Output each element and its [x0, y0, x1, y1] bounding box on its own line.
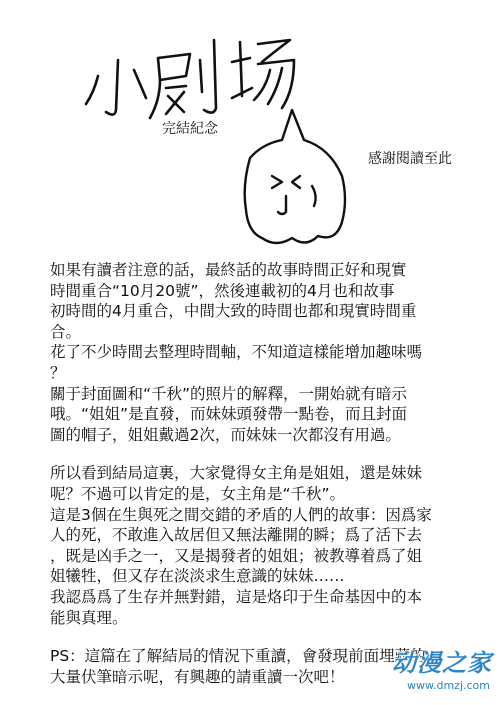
- text-line: 所以看到結局這裏，大家覺得女主角是姐姐，還是妹妹: [50, 464, 423, 483]
- text-line: 圖的帽子，姐姐戴過2次，而妹妹一次都沒有用過。: [50, 425, 401, 444]
- ghost-doodle: [245, 110, 345, 243]
- completion-caption: 完結紀念: [162, 121, 218, 137]
- paragraph-ending: [50, 463, 478, 628]
- text-line: 關于封面圖和“千秋”的照片的解釋，一開始就有暗示: [50, 384, 408, 403]
- thanks-caption: 感謝閱讀至此: [368, 151, 452, 167]
- watermark-url: www.dmzj.com: [407, 679, 490, 692]
- paragraph-gap: [50, 445, 478, 463]
- paragraph-gap: [50, 628, 478, 646]
- text-line: 這是3個在生與死之間交錯的矛盾的人們的故事：因爲家: [50, 505, 432, 524]
- site-watermark: [352, 649, 492, 699]
- text-line: 大量伏筆暗示呢，有興趣的請重讀一次吧！: [50, 667, 345, 686]
- text-line: 呢？不過可以肯定的是，女主角是“千秋”。: [50, 484, 346, 503]
- text-line: 初時間的4月重合，中間大致的時間也都和現實時間重: [50, 302, 417, 321]
- text-line: ？: [50, 363, 66, 382]
- text-line: 花了不少時間去整理時間軸，不知道這樣能增加趣味嗎: [50, 343, 423, 362]
- text-line: ，既是凶手之一，又是揭發者的姐姐；被教導着爲了姐: [50, 546, 423, 565]
- header-illustration: [0, 0, 500, 260]
- text-line: 能與真理。: [50, 608, 128, 627]
- text-line: 我認爲爲了生存并無對錯，這是烙印于生命基因中的本: [50, 587, 423, 606]
- text-line: 合。: [50, 322, 82, 341]
- text-line: 時間重合“10月20號”，然後連載初的4月也和故事: [50, 281, 395, 300]
- text-line: 人的死，不敢進入故居但又無法離開的瞬；爲了活下去: [50, 526, 423, 545]
- afterword-text: [50, 260, 478, 687]
- text-line: 哦。“姐姐”是直發，而妹妹頭發帶一點卷，而且封面: [50, 405, 408, 424]
- text-line: PS：這篇在了解結局的情況下重讀，會發現前面埋藏的: [50, 647, 426, 666]
- handwritten-title-logo: [86, 40, 294, 118]
- watermark-logo: 动漫之家: [392, 649, 492, 677]
- paragraph-timeline: [50, 260, 478, 445]
- text-line: 姐犧牲，但又存在淡淡求生意識的妹妹……: [50, 567, 345, 586]
- text-line: 如果有讀者注意的話，最終話的故事時間正好和現實: [50, 261, 407, 279]
